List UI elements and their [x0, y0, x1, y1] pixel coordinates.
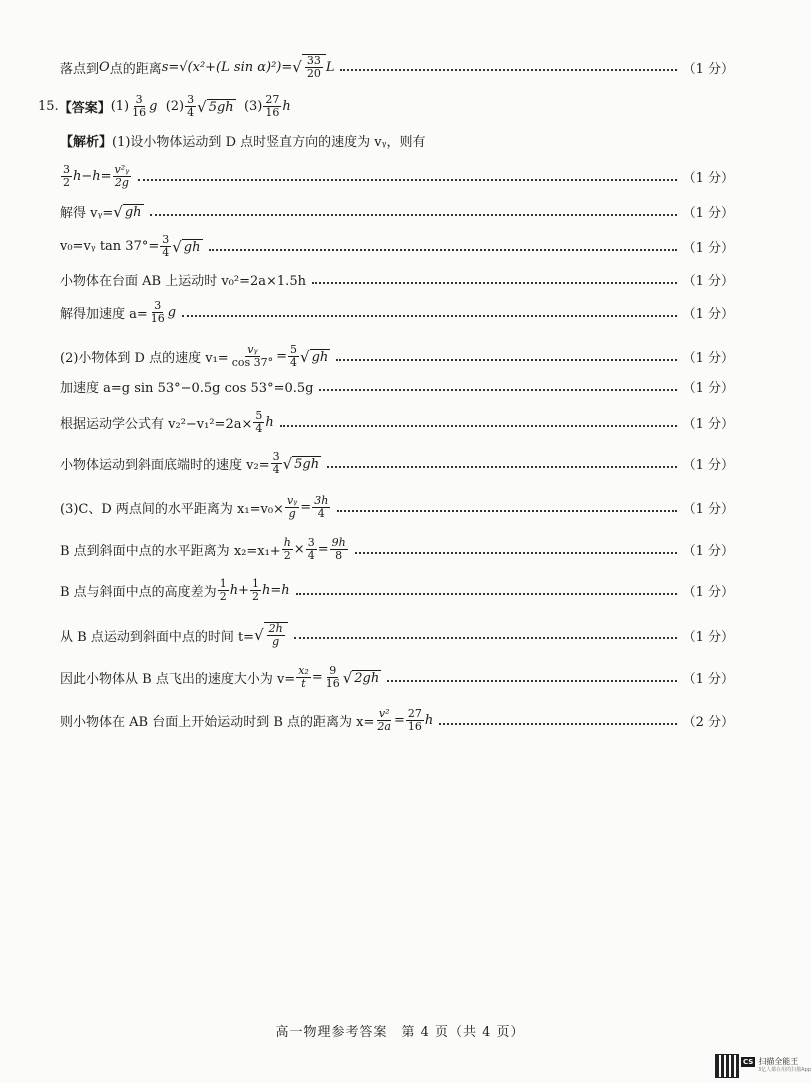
- answer-line: 小物体在台面 AB 上运动时 v₀²=2a×1.5h （1 分）: [60, 270, 734, 289]
- answer-line: 加速度 a=g sin 53°−0.5g cos 53°=0.5g （1 分）: [60, 377, 734, 396]
- score: （1 分）: [682, 672, 734, 687]
- score: （1 分）: [682, 458, 734, 473]
- score: （2 分）: [682, 715, 734, 730]
- analysis-intro: 【解析】 (1)设小物体运动到 D 点时竖直方向的速度为 vᵧ，则有: [60, 135, 426, 150]
- answer-line: (3)C、D 两点间的水平距离为 x₁=v₀× $\frac{\text{vᵧ}}{g}$ = $\frac{3h}{4}$ （1 分）: [60, 494, 734, 520]
- answer-line: 因此小物体从 B 点飞出的速度大小为 v= $\frac{\text{x₂}}{t}$ = $\frac{9}{16}$ √ 2gh （1 分）: [60, 664, 734, 690]
- answer-line: B 点到斜面中点的水平距离为 x₂=x₁+ $\frac{h}{2}$ × $\frac{3}{4}$ = $\frac{9h}{8}$ （1 分）: [60, 536, 734, 562]
- answer-line: 从 B 点运动到斜面中点的时间 t= √ $\frac{2h}{g}$ （1 分）: [60, 622, 734, 648]
- score: （1 分）: [682, 381, 734, 396]
- score: （1 分）: [682, 307, 734, 322]
- answer-line: (2)小物体到 D 点的速度 v₁= $\frac{\text{vᵧ}}{\cos 37^\circ}$ = $\frac{5}{4}$ √ gh （1 分）: [60, 343, 734, 369]
- score: （1 分）: [682, 544, 734, 559]
- answer-line: $\frac{3}{2}$ h−h= $\frac{\text{v²ᵧ}}{2g}$ （1 分）: [63, 163, 734, 189]
- question-15-answer: 15. 【答案】 (1) $\frac{3}{16}$ g (2) $\frac{3}{4}$ √ 5gh (3) $\frac{27}{16}$ h: [38, 93, 291, 119]
- scanner-logo: CS: [743, 1057, 754, 1066]
- score: （1 分）: [682, 417, 734, 432]
- score: （1 分）: [682, 61, 734, 77]
- answer-line: B 点与斜面中点的高度差为 $\frac{1}{2}$ h+ $\frac{1}{2}$ h=h （1 分）: [60, 577, 734, 603]
- answer-line: 解得加速度 a= $\frac{3}{16}$ g （1 分）: [60, 299, 734, 325]
- answer-line: 解得 vᵧ= √ gh （1 分）: [60, 202, 734, 221]
- answer-line: 落点到 O 点的距离 s=√(x²+(L sin α)²)= √ $\frac{33}{20}$ L （1 分）: [60, 54, 734, 80]
- score: （1 分）: [682, 241, 734, 256]
- score: （1 分）: [682, 502, 734, 517]
- score: （1 分）: [682, 171, 734, 186]
- answer-line: 根据运动学公式有 v₂²−v₁²=2a× $\frac{5}{4}$ h （1 分）: [60, 409, 734, 435]
- answer-line: 小物体运动到斜面底端时的速度 v₂= $\frac{3}{4}$ √ 5gh （1 分）: [60, 450, 734, 476]
- score: （1 分）: [682, 274, 734, 289]
- answer-line: v₀=vᵧ tan 37°= $\frac{3}{4}$ √ gh （1 分）: [60, 233, 734, 259]
- qr-code-icon: [715, 1054, 739, 1078]
- score: （1 分）: [682, 585, 734, 600]
- score: （1 分）: [682, 629, 734, 645]
- scanner-watermark: CS 扫描全能王 3亿人都在用的扫描App: [743, 1057, 811, 1073]
- score: （1 分）: [682, 206, 734, 221]
- page-footer: 高一物理参考答案 第 4 页（共 4 页）: [275, 1025, 525, 1040]
- score: （1 分）: [682, 351, 734, 366]
- answer-line: 则小物体在 AB 台面上开始运动时到 B 点的距离为 x= $\frac{\text{v²}}{2a}$ = $\frac{27}{16}$ h （2 分）: [60, 707, 734, 733]
